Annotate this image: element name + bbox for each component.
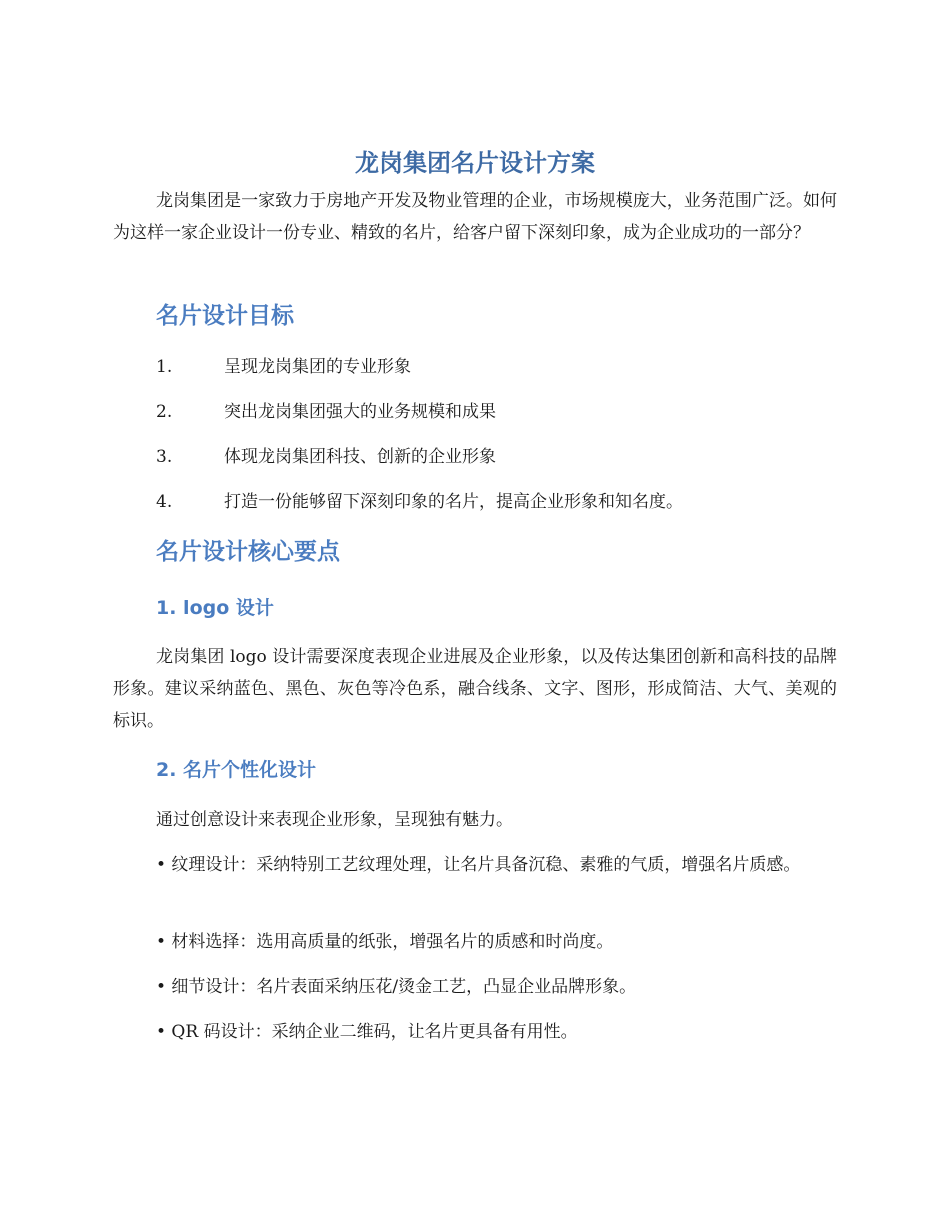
list-item [156,442,837,487]
list-item [156,352,837,397]
bullet-material: • 材料选择：选用高质量的纸张，增强名片的质感和时尚度。 [156,932,614,952]
bullet-qr: • QR 码设计：采纳企业二维码，让名片更具备有用性。 [156,1022,578,1042]
list-text: 打造一份能够留下深刻印象的名片，提高企业形象和知名度。 [224,492,683,512]
subsection-heading-logo: 1. logo 设计 [156,597,274,619]
goals-list [156,352,837,532]
bullet-texture: • 纹理设计：采纳特别工艺纹理处理，让名片具备沉稳、素雅的气质，增强名片质感。 [156,855,801,875]
document-title: 龙岗集团名片设计方案 [355,149,595,177]
subsection-heading-personalized: 2. 名片个性化设计 [156,759,317,781]
personalized-intro: 通过创意设计来表现企业形象，呈现独有魅力。 [156,810,513,830]
list-number: 2. [156,402,173,422]
list-text: 呈现龙岗集团的专业形象 [224,357,411,377]
section-heading-core-points: 名片设计核心要点 [156,539,340,565]
list-number: 3. [156,447,173,467]
logo-paragraph: 龙岗集团 logo 设计需要深度表现企业进展及企业形象，以及传达集团创新和高科技的品牌形象。建议采纳蓝色、黑色、灰色等冷色系，融合线条、文字、图形，形成简洁、大气、美观的标识。 [113,647,837,731]
list-text: 突出龙岗集团强大的业务规模和成果 [224,402,496,422]
intro-paragraph: 龙岗集团是一家致力于房地产开发及物业管理的企业，市场规模庞大，业务范围广泛。如何为这样一家企业设计一份专业、精致的名片，给客户留下深刻印象，成为企业成功的一部分？ [113,191,837,243]
list-text: 体现龙岗集团科技、创新的企业形象 [224,447,496,467]
section-heading-goals: 名片设计目标 [156,303,294,329]
list-number: 4. [156,492,173,512]
list-item [156,487,837,532]
list-item [156,397,837,442]
bullet-details: • 细节设计：名片表面采纳压花/烫金工艺，凸显企业品牌形象。 [156,977,637,997]
list-number: 1. [156,357,173,377]
